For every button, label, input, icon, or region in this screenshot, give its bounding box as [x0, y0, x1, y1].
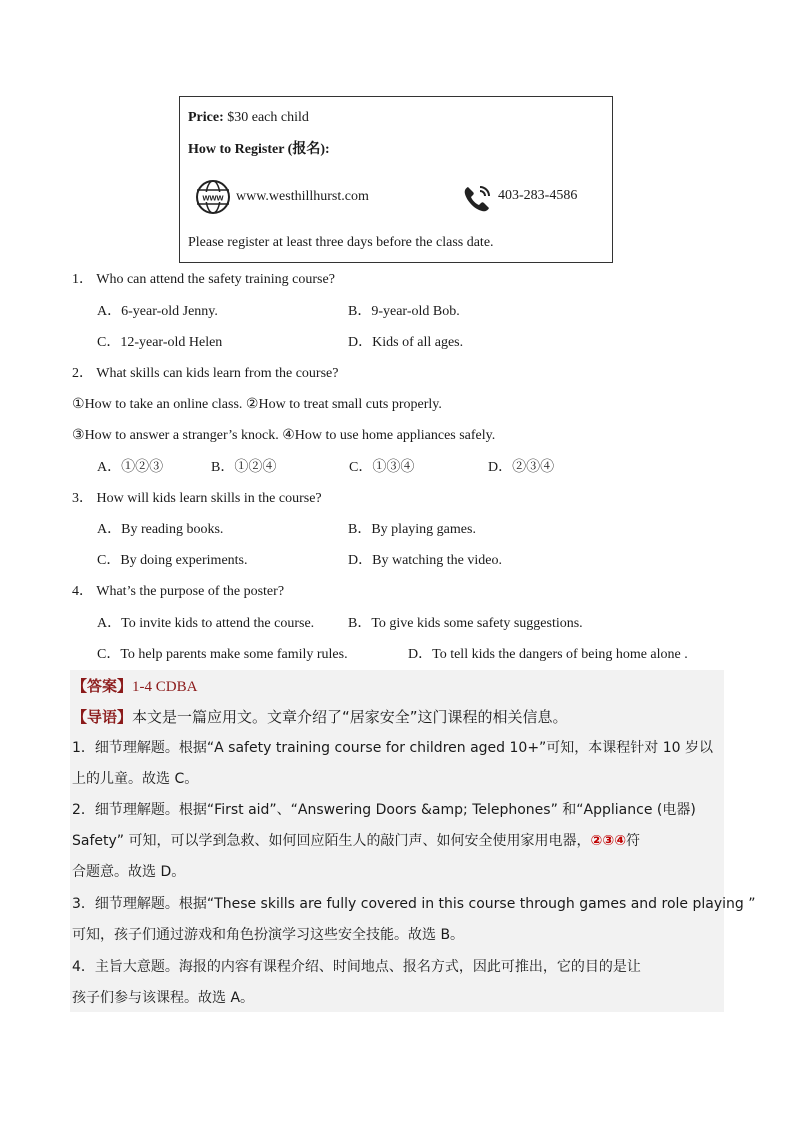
item-text: How to answer a stranger’s knock. — [84, 428, 279, 443]
q1-option-c[interactable] — [97, 333, 222, 353]
question-number: 3． — [72, 491, 93, 506]
item-mark: ② — [245, 397, 259, 412]
option-label: C． — [349, 460, 373, 475]
option-label: A． — [97, 616, 122, 631]
option-label: C． — [97, 335, 121, 350]
q3-option-b[interactable] — [348, 520, 476, 540]
q3-option-d[interactable] — [348, 551, 502, 571]
option-label: A． — [97, 304, 122, 319]
question-number: 2． — [72, 366, 93, 381]
explanation-2-line-3: 合题意。故选 D。 — [72, 864, 186, 880]
explanation-2-line-2 — [72, 831, 640, 851]
q1-option-b[interactable] — [348, 302, 460, 322]
item-mark: ① — [72, 397, 85, 412]
answer-value: 1-4 CDBA — [132, 679, 198, 695]
option-text: ①②④ — [234, 460, 277, 475]
price-line — [188, 108, 309, 128]
q2-option-b[interactable] — [211, 458, 276, 478]
q2-option-c[interactable] — [349, 458, 414, 478]
answer-tag: 【答案】 — [72, 677, 133, 695]
guide-line — [72, 707, 568, 727]
option-text: ①③④ — [372, 460, 415, 475]
item-text: How to treat small cuts properly. — [258, 397, 442, 412]
price-value: $30 each child — [227, 110, 309, 125]
register-label: How to Register (报名): — [188, 142, 330, 157]
answer-line — [72, 676, 197, 697]
option-label: D． — [348, 553, 373, 568]
option-label: B． — [211, 460, 235, 475]
guide-text: 本文是一篇应用文。文章介绍了“居家安全”这门课程的相关信息。 — [132, 708, 568, 726]
explanation-3-line-2: 可知，孩子们通过游戏和角色扮演学习这些安全技能。故选 B。 — [72, 927, 465, 943]
option-text: 12-year-old Helen — [120, 335, 223, 350]
q3-option-c[interactable] — [97, 551, 248, 571]
option-text: By playing games. — [371, 522, 476, 537]
explanation-1-line-1: 1．细节理解题。根据“A safety training course for children aged 10+”可知，本课程针对 10 岁以 — [72, 740, 714, 756]
option-text: To help parents make some family rules. — [120, 647, 348, 662]
answer-panel — [70, 670, 756, 1012]
question-text: How will kids learn skills in the course? — [96, 491, 322, 506]
item-text: How to take an online class. — [84, 397, 243, 412]
option-text: To tell kids the dangers of being home alone . — [432, 647, 688, 662]
option-label: B． — [348, 522, 372, 537]
q2-items-row-2 — [72, 426, 495, 446]
explanation-4-line-2: 孩子们参与该课程。故选 A。 — [72, 990, 255, 1006]
poster-box — [179, 96, 613, 263]
option-text: To give kids some safety suggestions. — [371, 616, 583, 631]
option-label: A． — [97, 460, 122, 475]
question-2 — [72, 364, 338, 384]
register-note: Please register at least three days before the class date. — [188, 235, 494, 250]
q3-option-a[interactable] — [97, 520, 223, 540]
explanation-3-line-1: 3．细节理解题。根据“These skills are fully covered in this course through games and role playing ” — [72, 896, 756, 912]
option-label: D． — [348, 335, 373, 350]
price-label: Price: — [188, 110, 224, 125]
option-label: B． — [348, 616, 372, 631]
question-3 — [72, 489, 322, 509]
explanation-2-tail: 符 — [626, 833, 641, 849]
www-globe-icon — [195, 179, 231, 220]
q4-option-c[interactable] — [97, 645, 348, 665]
q2-option-d[interactable] — [488, 458, 554, 478]
question-number: 1． — [72, 272, 93, 287]
question-text: What’s the purpose of the poster? — [96, 584, 285, 599]
option-text: By doing experiments. — [120, 553, 248, 568]
option-label: C． — [97, 553, 121, 568]
option-label: A． — [97, 522, 122, 537]
option-text: By watching the video. — [372, 553, 502, 568]
question-text: Who can attend the safety training course? — [96, 272, 335, 287]
option-text: 9-year-old Bob. — [371, 304, 460, 319]
q4-option-a[interactable] — [97, 614, 314, 634]
website-link[interactable]: www.westhillhurst.com — [236, 189, 369, 204]
q4-option-d[interactable] — [408, 645, 688, 665]
correct-marks: ②③④ — [590, 833, 627, 849]
q4-option-b[interactable] — [348, 614, 583, 634]
option-label: B． — [348, 304, 372, 319]
option-text: Kids of all ages. — [372, 335, 464, 350]
option-label: D． — [488, 460, 513, 475]
item-mark: ④ — [282, 428, 295, 443]
option-text: To invite kids to attend the course. — [121, 616, 315, 631]
q1-option-d[interactable] — [348, 333, 463, 353]
q2-items-row-1 — [72, 395, 442, 415]
item-text: How to use home appliances safely. — [294, 428, 496, 443]
option-label: C． — [97, 647, 121, 662]
question-4 — [72, 582, 284, 602]
phone-icon — [461, 183, 493, 220]
question-text: What skills can kids learn from the course? — [96, 366, 339, 381]
q2-option-a[interactable] — [97, 458, 163, 478]
item-mark: ③ — [72, 428, 85, 443]
guide-tag: 【导语】 — [72, 708, 133, 726]
question-number: 4． — [72, 584, 93, 599]
option-text: ②③④ — [512, 460, 555, 475]
explanation-4-line-1: 4．主旨大意题。海报的内容有课程介绍、时间地点、报名方式，因此可推出，它的目的是让 — [72, 959, 641, 975]
question-1 — [72, 270, 335, 290]
svg-text:www: www — [202, 192, 224, 203]
explanation-2-text: Safety” 可知，可以学到急救、如何回应陌生人的敲门声、如何安全使用家用电器， — [72, 833, 591, 849]
explanation-2-line-1: 2．细节理解题。根据“First aid”、“Answering Doors &amp; Telephones” 和“Appliance (电器) — [72, 802, 696, 818]
option-text: ①②③ — [121, 460, 164, 475]
explanation-1-line-2: 上的儿童。故选 C。 — [72, 771, 199, 787]
q1-option-a[interactable] — [97, 302, 218, 322]
option-label: D． — [408, 647, 433, 662]
option-text: By reading books. — [121, 522, 224, 537]
phone-number: 403-283-4586 — [498, 188, 578, 203]
option-text: 6-year-old Jenny. — [121, 304, 218, 319]
